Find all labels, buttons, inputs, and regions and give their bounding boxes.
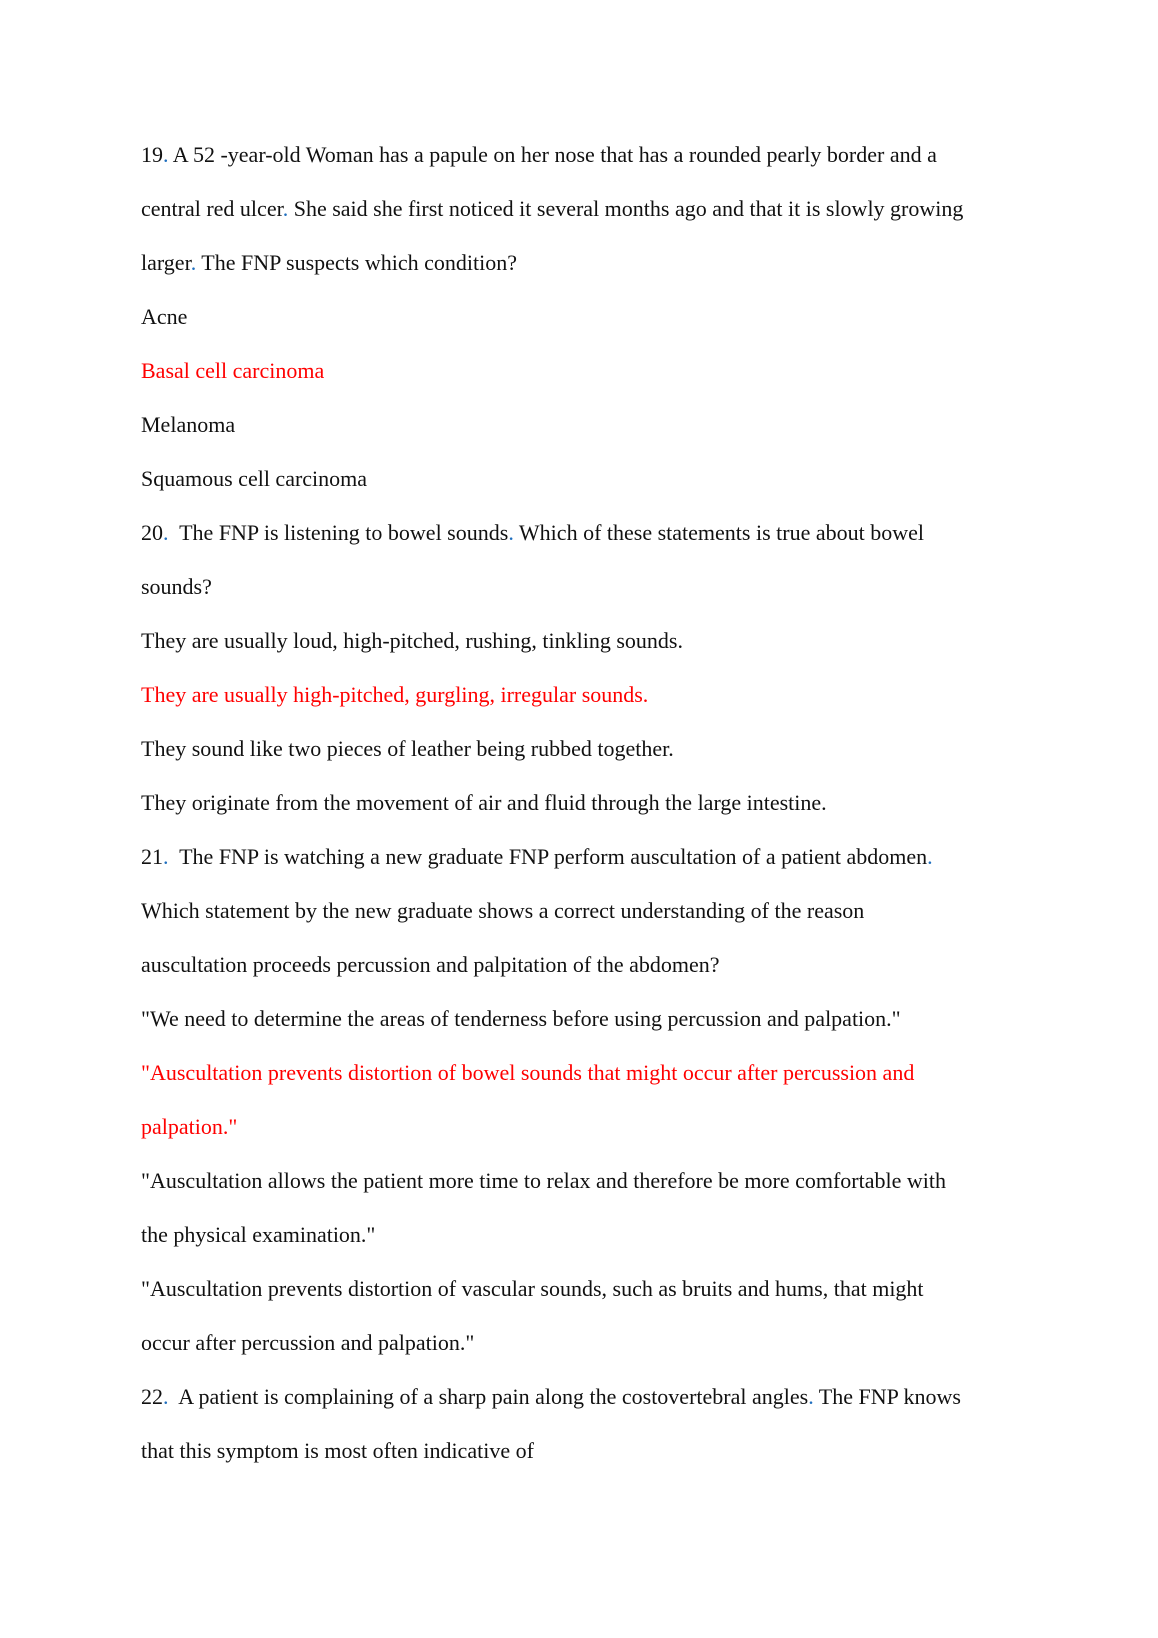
question-number: 19 [141,142,163,167]
question-stem-line: 20. The FNP is listening to bowel sounds. Which of these statements is true about bowel [141,520,924,545]
question-stem-line: 19. A 52 -year-old Woman has a papule on her nose that has a rounded pearly border and a [141,142,937,167]
correct-answer-option: They are usually high-pitched, gurgling, irregular sounds. [141,682,649,707]
question-stem-line: that this symptom is most often indicative of [141,1438,534,1463]
answer-option: "Auscultation allows the patient more time to relax and therefore be more comfortable with [141,1168,946,1193]
question-stem-line: 21. The FNP is watching a new graduate FNP perform auscultation of a patient abdomen. [141,844,933,869]
question-stem-line: auscultation proceeds percussion and palpitation of the abdomen? [141,952,720,977]
correct-answer-option: "Auscultation prevents distortion of bowel sounds that might occur after percussion and [141,1060,915,1085]
question-20 [141,506,1041,830]
question-stem-line: 22. A patient is complaining of a sharp pain along the costovertebral angles. The FNP knows [141,1384,961,1409]
question-number: 20 [141,520,163,545]
answer-option-continued: the physical examination." [141,1222,376,1247]
question-21 [141,830,1041,1370]
answer-option: Melanoma [141,412,236,437]
question-stem-line: sounds? [141,574,212,599]
question-stem-line: central red ulcer. She said she first noticed it several months ago and that it is slowly growing [141,196,964,221]
document-page [141,128,1041,1478]
question-number: 21 [141,844,163,869]
number-dot: . [163,844,169,869]
answer-option: Squamous cell carcinoma [141,466,368,491]
question-19 [141,128,1041,506]
answer-option: They are usually loud, high-pitched, rushing, tinkling sounds. [141,628,683,653]
answer-option: Acne [141,304,188,329]
correct-answer-option-continued: palpation." [141,1114,238,1139]
question-stem-line: Which statement by the new graduate shows a correct understanding of the reason [141,898,865,923]
answer-option: "We need to determine the areas of tenderness before using percussion and palpation." [141,1006,901,1031]
question-number: 22 [141,1384,163,1409]
number-dot: . [163,142,169,167]
answer-option-continued: occur after percussion and palpation." [141,1330,475,1355]
question-22 [141,1370,1041,1478]
number-dot: . [163,1384,169,1409]
question-stem-line: larger. The FNP suspects which condition? [141,250,517,275]
number-dot: . [163,520,169,545]
answer-option: They sound like two pieces of leather being rubbed together. [141,736,674,761]
correct-answer-option: Basal cell carcinoma [141,358,325,383]
answer-option: "Auscultation prevents distortion of vascular sounds, such as bruits and hums, that might [141,1276,924,1301]
answer-option: They originate from the movement of air and fluid through the large intestine. [141,790,827,815]
